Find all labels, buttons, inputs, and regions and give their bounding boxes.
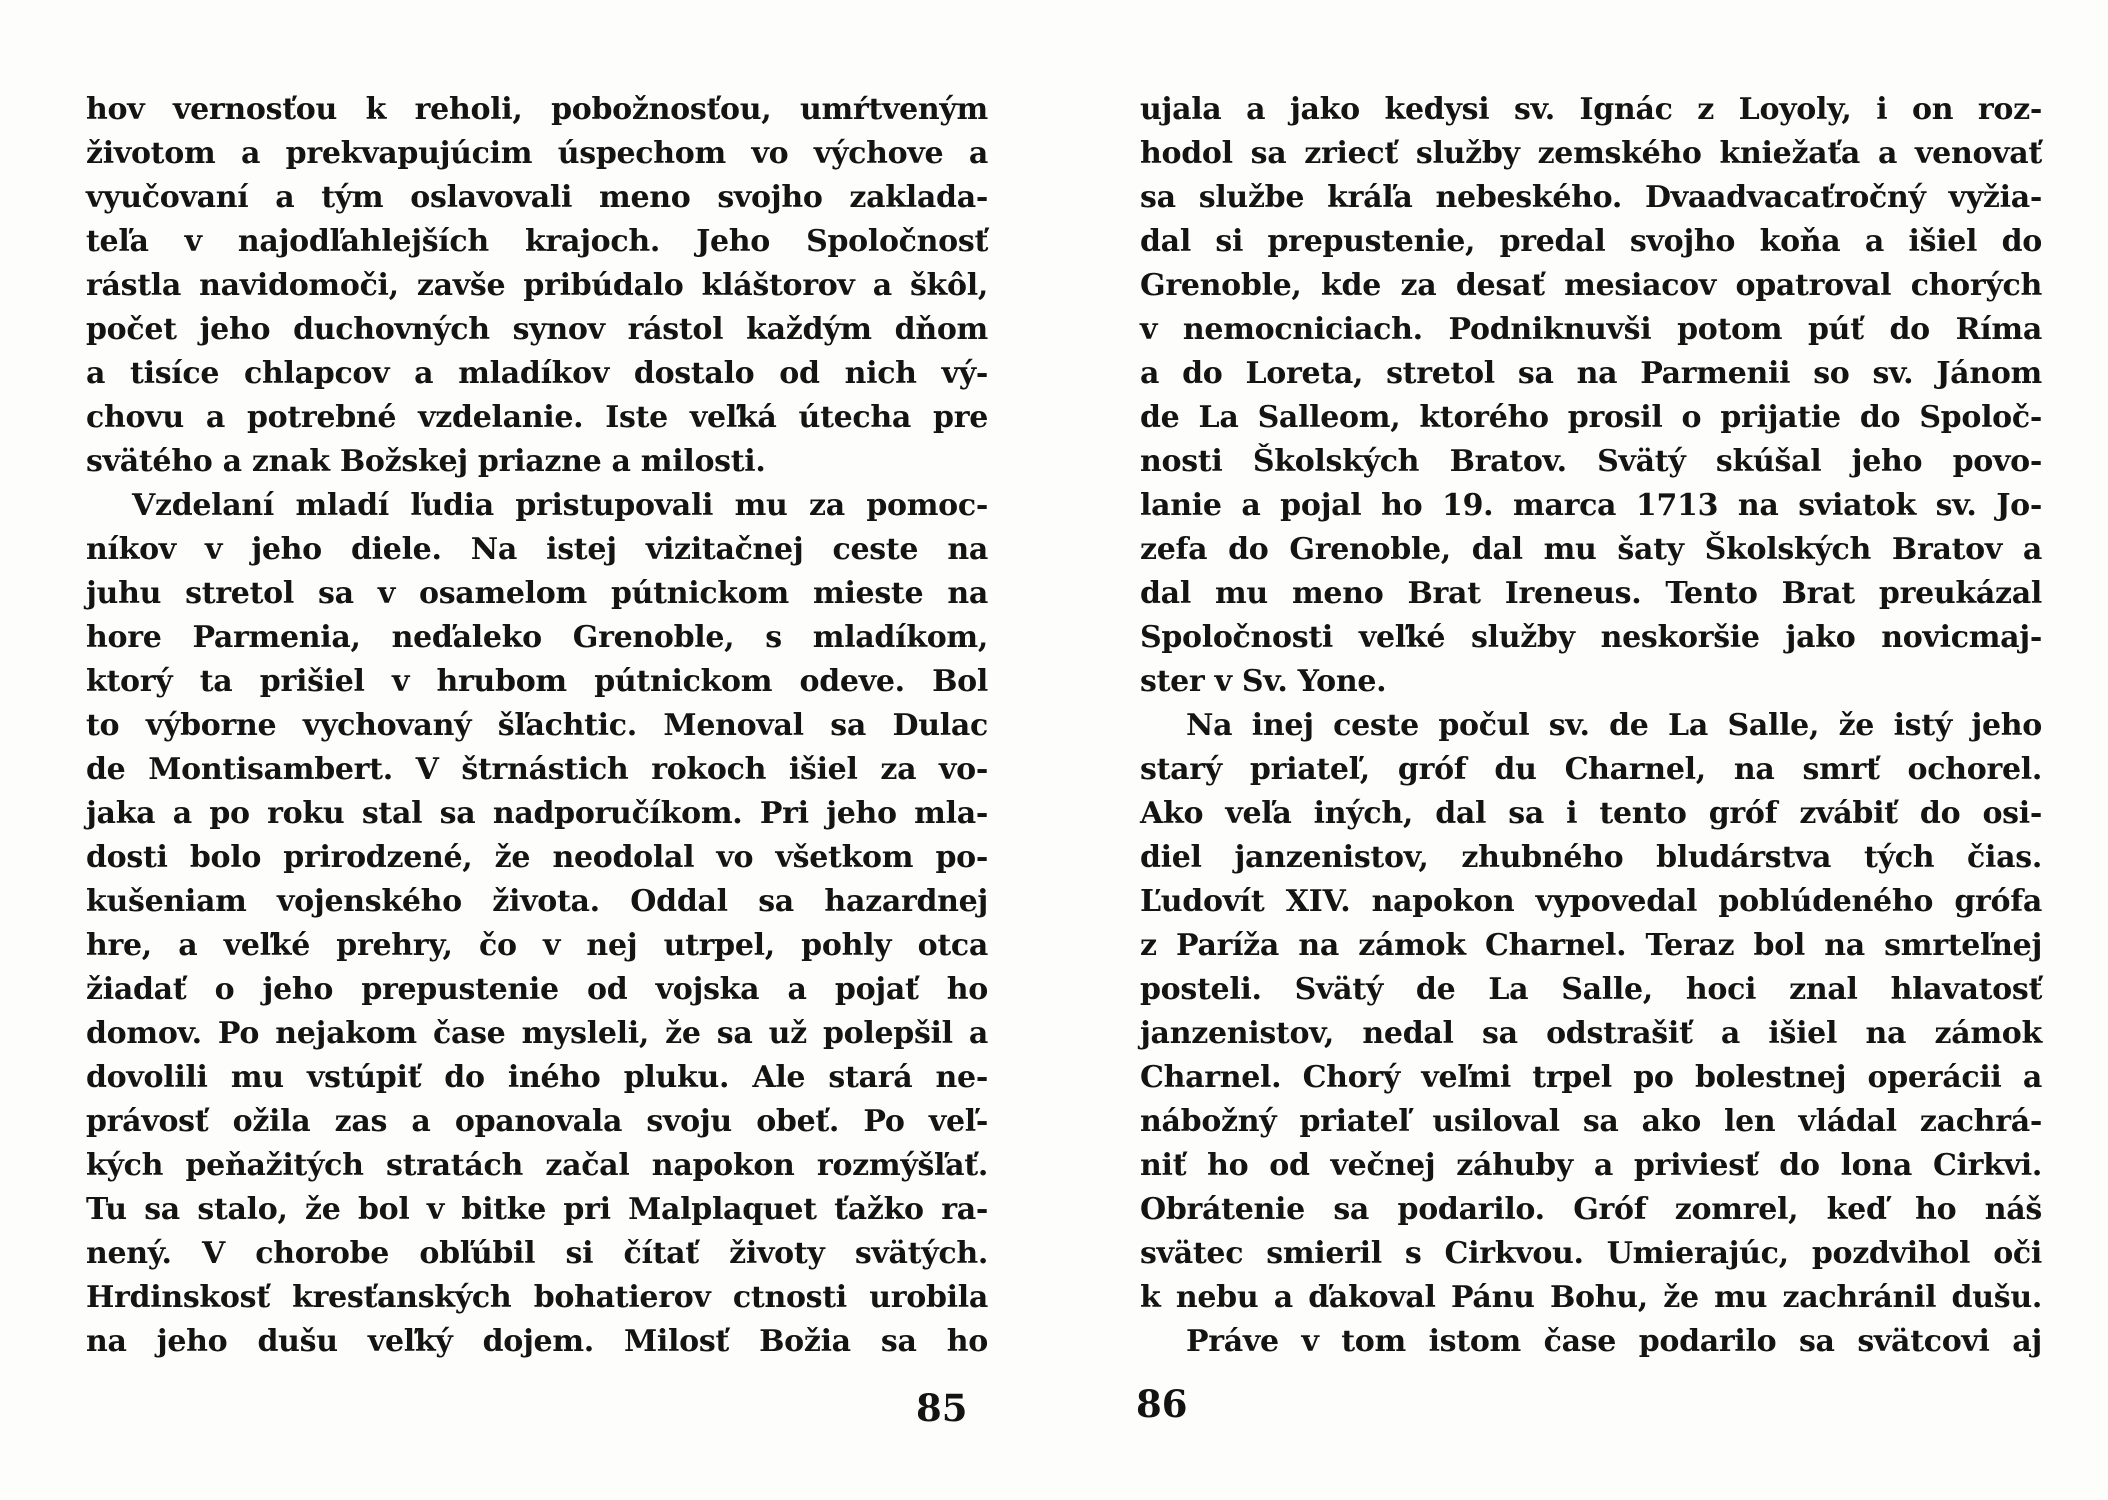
- text-line: počet jeho duchovných synov rástol každým dňom: [86, 312, 988, 347]
- text-line: teľa v najodľahlejších krajoch. Jeho Spoločnosť: [86, 224, 988, 259]
- text-line: starý priateľ, gróf du Charnel, na smrť ochorel.: [1140, 752, 2042, 787]
- text-line: domov. Po nejakom čase mysleli, že sa už polepšil a: [86, 1016, 988, 1051]
- text-line: zefa do Grenoble, dal mu šaty Školských Bratov a: [1140, 532, 2042, 567]
- text-line: kých peňažitých stratách začal napokon rozmýšľať.: [86, 1148, 988, 1183]
- text-line: dovolili mu vstúpiť do iného pluku. Ale stará ne-: [86, 1060, 988, 1095]
- text-line: žiadať o jeho prepustenie od vojska a pojať ho: [86, 972, 988, 1007]
- text-line: de Montisambert. V štrnástich rokoch išiel za vo-: [86, 752, 988, 787]
- text-line: právosť ožila zas a opanovala svoju obeť. Po veľ-: [86, 1104, 988, 1139]
- text-line: Charnel. Chorý veľmi trpel po bolestnej operácii a: [1140, 1060, 2042, 1095]
- text-line: dal si prepustenie, predal svojho koňa a išiel do: [1140, 224, 2042, 259]
- page-85-text-column: [86, 88, 988, 1364]
- text-line: chovu a potrebné vzdelanie. Iste veľká útecha pre: [86, 400, 988, 435]
- text-line: ktorý ta prišiel v hrubom pútnickom odeve. Bol: [86, 664, 988, 699]
- text-line: svätec smieril s Cirkvou. Umierajúc, pozdvihol oči: [1140, 1236, 2042, 1271]
- text-line: v nemocniciach. Podniknuvši potom púť do Ríma: [1140, 312, 2042, 347]
- text-line: janzenistov, nedal sa odstrašiť a išiel na zámok: [1140, 1016, 2042, 1051]
- text-line: sa službe kráľa nebeského. Dvaadvacaťročný vyžia-: [1140, 180, 2042, 215]
- text-line: Práve v tom istom čase podarilo sa svätcovi aj: [1186, 1324, 2042, 1359]
- text-line: Ľudovít XIV. napokon vypovedal poblúdeného grófa: [1140, 884, 2042, 919]
- text-line: z Paríža na zámok Charnel. Teraz bol na smrteľnej: [1140, 928, 2042, 963]
- text-line: niť ho od večnej záhuby a priviesť do lona Cirkvi.: [1140, 1148, 2042, 1183]
- text-line: hov vernosťou k reholi, pobožnosťou, umŕtveným: [86, 92, 988, 127]
- text-line: lanie a pojal ho 19. marca 1713 na sviatok sv. Jo-: [1140, 488, 2042, 523]
- text-line: a tisíce chlapcov a mladíkov dostalo od nich vý-: [86, 356, 988, 391]
- text-line: a do Loreta, stretol sa na Parmenii so sv. Jánom: [1140, 356, 2042, 391]
- text-line: dal mu meno Brat Ireneus. Tento Brat preukázal: [1140, 576, 2042, 611]
- text-line: hodol sa zriecť služby zemského kniežaťa a venovať: [1140, 136, 2042, 171]
- text-line: nosti Školských Bratov. Svätý skúšal jeho povo-: [1140, 444, 2042, 479]
- text-line: Vzdelaní mladí ľudia pristupovali mu za pomoc-: [132, 488, 988, 523]
- text-line: Hrdinskosť kresťanských bohatierov ctnosti urobila: [86, 1280, 988, 1315]
- text-line: ster v Sv. Yone.: [1140, 664, 1387, 699]
- page-number-85: 85: [916, 1386, 968, 1430]
- text-line: k nebu a ďakoval Pánu Bohu, že mu zachránil dušu.: [1140, 1280, 2042, 1315]
- text-line: de La Salleom, ktorého prosil o prijatie do Spoloč-: [1140, 400, 2042, 435]
- text-line: jaka a po roku stal sa nadporučíkom. Pri jeho mla-: [86, 796, 988, 831]
- text-line: Ako veľa iných, dal sa i tento gróf zvábiť do osi-: [1140, 796, 2042, 831]
- page-number-86: 86: [1136, 1382, 1188, 1426]
- text-line: vyučovaní a tým oslavovali meno svojho zaklada-: [86, 180, 988, 215]
- text-line: Spoločnosti veľké služby neskoršie jako novicmaj-: [1140, 620, 2042, 655]
- text-line: na jeho dušu veľký dojem. Milosť Božia sa ho: [86, 1324, 988, 1359]
- text-line: životom a prekvapujúcim úspechom vo výchove a: [86, 136, 988, 171]
- text-line: ujala a jako kedysi sv. Ignác z Loyoly, i on roz-: [1140, 92, 2042, 127]
- text-line: Na inej ceste počul sv. de La Salle, že istý jeho: [1186, 708, 2042, 743]
- text-line: posteli. Svätý de La Salle, hoci znal hlavatosť: [1140, 972, 2042, 1007]
- page-86-text-column: [1140, 88, 2042, 1364]
- text-line: Obrátenie sa podarilo. Gróf zomrel, keď ho náš: [1140, 1192, 2042, 1227]
- text-line: diel janzenistov, zhubného bludárstva tých čias.: [1140, 840, 2042, 875]
- text-line: nený. V chorobe obľúbil si čítať životy svätých.: [86, 1236, 988, 1271]
- text-line: svätého a znak Božskej priazne a milosti.: [86, 444, 766, 479]
- text-line: dosti bolo prirodzené, že neodolal vo všetkom po-: [86, 840, 988, 875]
- text-line: hre, a veľké prehry, čo v nej utrpel, pohly otca: [86, 928, 988, 963]
- text-line: níkov v jeho diele. Na istej vizitačnej ceste na: [86, 532, 988, 567]
- text-line: juhu stretol sa v osamelom pútnickom mieste na: [86, 576, 988, 611]
- text-line: hore Parmenia, neďaleko Grenoble, s mladíkom,: [86, 620, 988, 655]
- text-line: to výborne vychovaný šľachtic. Menoval sa Dulac: [86, 708, 988, 743]
- text-line: kušeniam vojenského života. Oddal sa hazardnej: [86, 884, 988, 919]
- text-line: nábožný priateľ usiloval sa ako len vládal zachrá-: [1140, 1104, 2042, 1139]
- text-line: rástla navidomoči, zavše pribúdalo kláštorov a škôl,: [86, 268, 988, 303]
- text-line: Grenoble, kde za desať mesiacov opatroval chorých: [1140, 268, 2042, 303]
- text-line: Tu sa stalo, že bol v bitke pri Malplaquet ťažko ra-: [86, 1192, 988, 1227]
